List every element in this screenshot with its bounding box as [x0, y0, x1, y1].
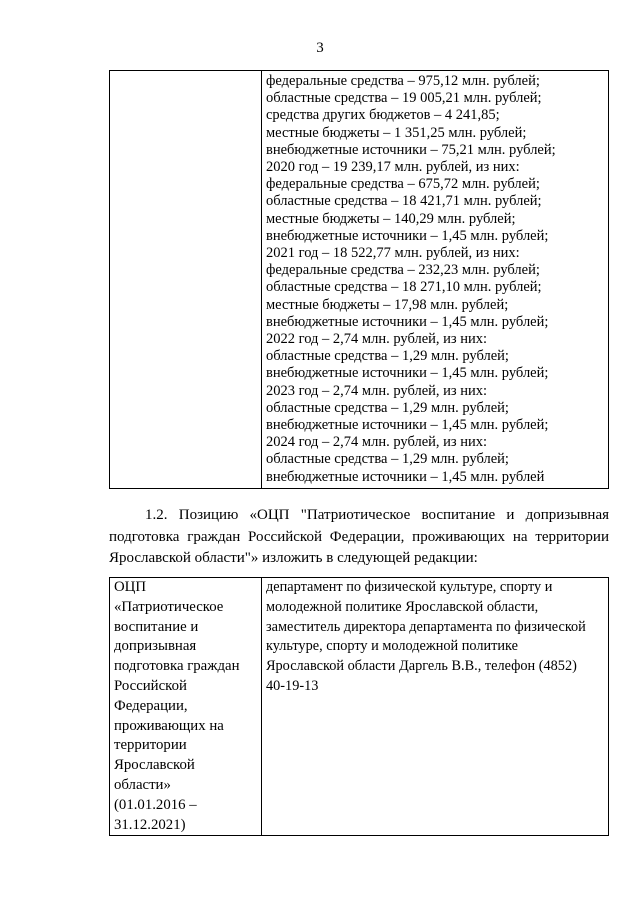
responsible-line: департамент по физической культуре, спорту и [266, 579, 553, 595]
funding-line: областные средства – 18 421,71 млн. рублей; [266, 193, 542, 210]
program-name-line: 31.12.2021) [114, 816, 186, 833]
funding-line: областные средства – 19 005,21 млн. рублей; [266, 90, 542, 107]
table-cell-label [110, 71, 262, 489]
program-name-line: проживающих на [114, 717, 224, 734]
program-name-line: области» [114, 776, 171, 793]
funding-line: средства других бюджетов – 4 241,85; [266, 107, 500, 124]
funding-table [109, 70, 609, 489]
responsible-line: 40-19-13 [266, 677, 319, 694]
responsible-line: заместитель директора департамента по физической [266, 618, 586, 635]
program-name-line: «Патриотическое [114, 598, 224, 615]
funding-line: внебюджетные источники – 1,45 млн. рублей; [266, 227, 549, 244]
funding-line: 2024 год – 2,74 млн. рублей, из них: [266, 434, 488, 451]
funding-line: местные бюджеты – 140,29 млн. рублей; [266, 210, 516, 227]
program-name-line: Российской [114, 677, 187, 694]
funding-line: внебюджетные источники – 1,45 млн. рублей; [266, 417, 549, 434]
funding-line: федеральные средства – 232,23 млн. рублей; [266, 262, 540, 279]
responsible-line: культуре, спорту и молодежной политике [266, 638, 518, 655]
funding-line: 2020 год – 19 239,17 млн. рублей, из них: [266, 159, 520, 176]
funding-line: внебюджетные источники – 75,21 млн. рублей; [266, 141, 556, 158]
funding-line: внебюджетные источники – 1,45 млн. рублей [266, 468, 545, 485]
program-name-line: территории [114, 737, 187, 754]
funding-line: областные средства – 1,29 млн. рублей; [266, 399, 509, 416]
funding-line: федеральные средства – 675,72 млн. рублей; [266, 176, 540, 193]
funding-line: местные бюджеты – 1 351,25 млн. рублей; [266, 124, 527, 141]
program-name-line: (01.01.2016 – [114, 796, 197, 813]
funding-line: внебюджетные источники – 1,45 млн. рублей; [266, 365, 549, 382]
table-cell-funding [262, 71, 609, 489]
funding-line: 2021 год – 18 522,77 млн. рублей, из них: [266, 245, 520, 262]
program-table [109, 577, 609, 836]
program-name-line: Федерации, [114, 697, 188, 714]
program-name-line: ОЦП [114, 579, 147, 595]
table-row [110, 71, 609, 489]
program-name-line: Ярославской [114, 757, 195, 774]
paragraph-text: 1.2. Позицию «ОЦП "Патриотическое воспитание и допризывная подготовка граждан Российской Федерации, проживающих на территории Ярославской области"» изложить в следующей редакции: [109, 507, 609, 566]
funding-line: 2022 год – 2,74 млн. рублей, из них: [266, 331, 488, 348]
table-row [110, 578, 609, 836]
program-name-line: воспитание и [114, 618, 199, 635]
responsible-line: молодежной политике Ярославской области, [266, 598, 539, 615]
responsible-cell [262, 578, 609, 836]
funding-line: областные средства – 1,29 млн. рублей; [266, 451, 509, 468]
program-name-cell [110, 578, 262, 836]
program-name-line: допризывная [114, 638, 197, 655]
funding-line: местные бюджеты – 17,98 млн. рублей; [266, 296, 509, 313]
funding-line: областные средства – 1,29 млн. рублей; [266, 348, 509, 365]
funding-line: 2023 год – 2,74 млн. рублей, из них: [266, 382, 488, 399]
funding-line: областные средства – 18 271,10 млн. рублей; [266, 279, 542, 296]
responsible-line: Ярославской области Даргель В.В., телефон (4852) [266, 658, 577, 675]
funding-line: федеральные средства – 975,12 млн. рублей; [266, 73, 540, 89]
amendment-paragraph [109, 505, 609, 570]
page-number: 3 [316, 40, 324, 56]
funding-line: внебюджетные источники – 1,45 млн. рублей; [266, 313, 549, 330]
program-name-line: подготовка граждан [114, 658, 240, 675]
